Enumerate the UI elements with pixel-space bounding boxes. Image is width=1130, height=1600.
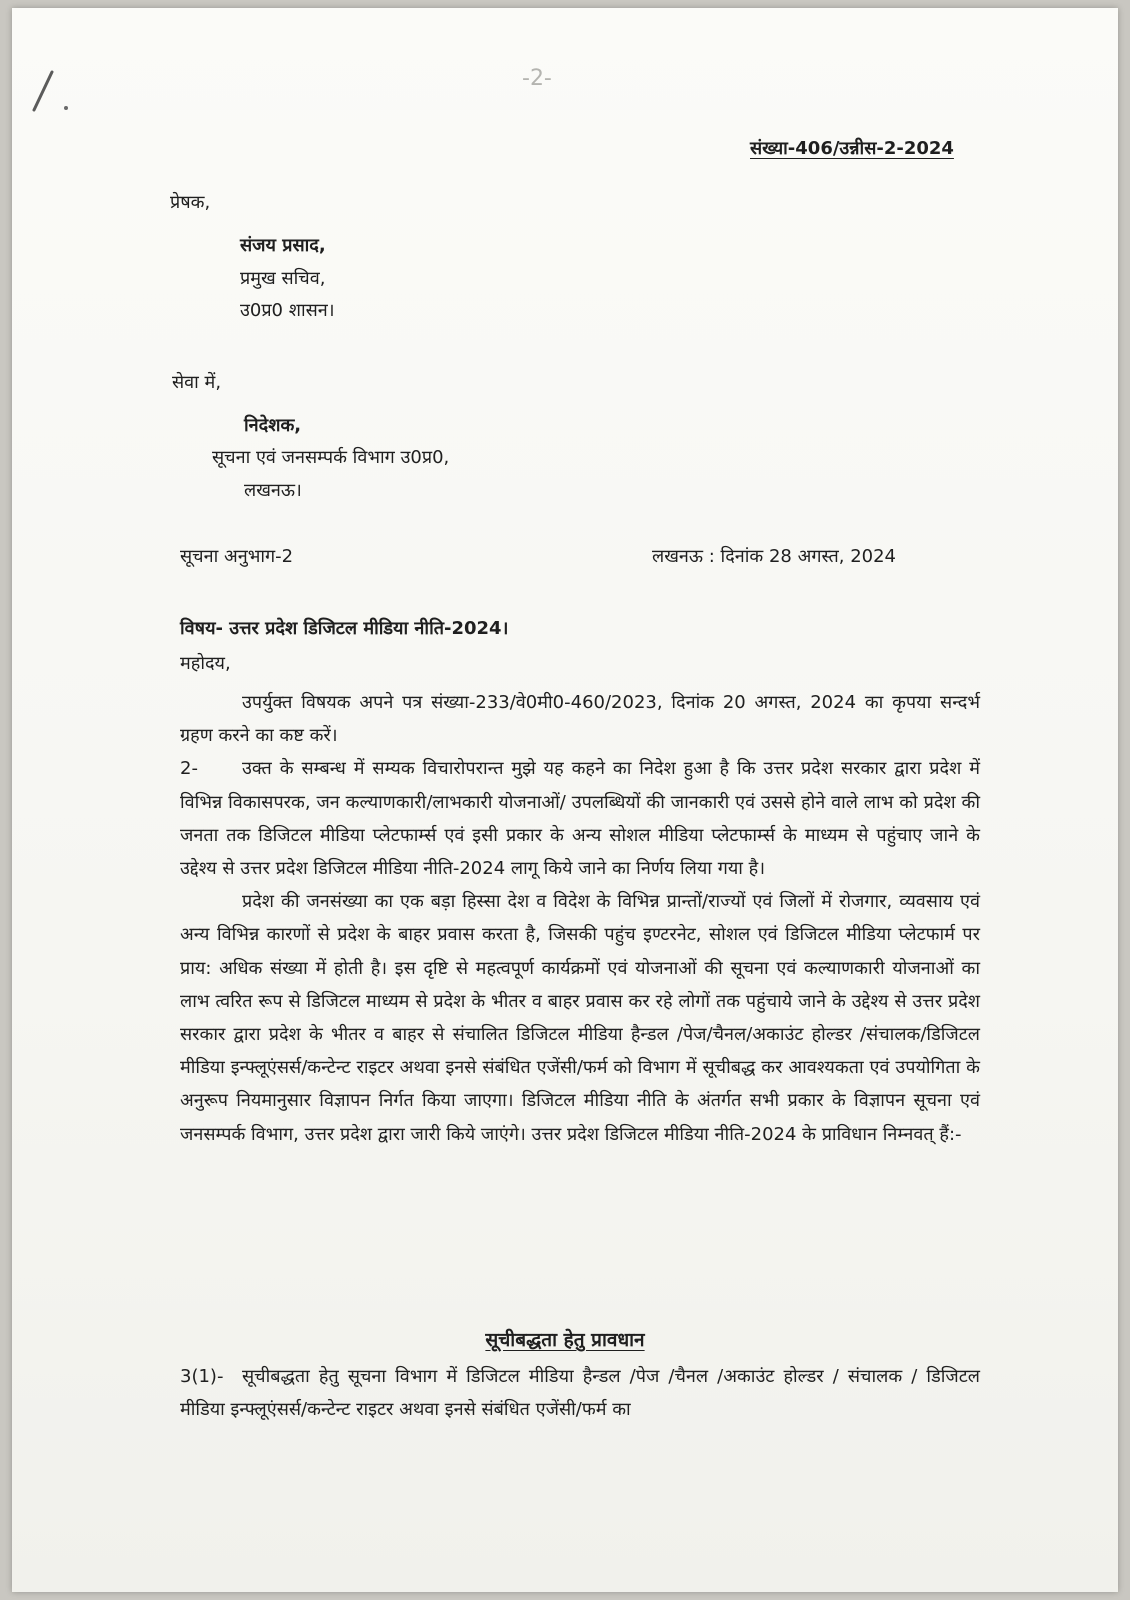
- sender-name: संजय प्रसाद,: [240, 235, 326, 256]
- salutation: महोदय,: [180, 653, 231, 674]
- recipient-label: सेवा में,: [172, 372, 222, 393]
- sender-office: उ0प्र0 शासन।: [240, 300, 335, 321]
- letter-body: [180, 686, 980, 1151]
- clause-number: 3(1)-: [180, 1366, 224, 1387]
- section-name: सूचना अनुभाग-2: [180, 546, 294, 567]
- place-date: लखनऊ : दिनांक 28 अगस्त, 2024: [652, 546, 896, 567]
- paragraph-number: 2-: [180, 758, 198, 780]
- clause-text: सूचीबद्धता हेतु सूचना विभाग में डिजिटल मीडिया हैन्डल /पेज /चैनल /अकाउंट होल्डर / संचालक / डिजिटल मीडिया इन्फ्लूएंसर्स/कन्टेन्ट राइटर अथवा इनसे संबंधित एजेंसी/फर्म का: [180, 1366, 980, 1420]
- pen-stroke-mark: [20, 70, 80, 120]
- letter-page: [12, 8, 1118, 1592]
- sender-designation: प्रमुख सचिव,: [240, 268, 326, 289]
- section-heading: सूचीबद्धता हेतु प्रावधान: [485, 1329, 645, 1351]
- recipient-city: लखनऊ।: [244, 480, 302, 501]
- clause-3-1: [180, 1360, 980, 1426]
- sender-label: प्रेषक,: [170, 192, 211, 213]
- recipient-title: निदेशक,: [244, 415, 302, 436]
- recipient-department: सूचना एवं जनसम्पर्क विभाग उ0प्र0,: [212, 447, 450, 468]
- reference-number: संख्या-406/उन्नीस-2-2024: [750, 138, 954, 159]
- paragraph-2-text: उक्त के सम्बन्ध में सम्यक विचारोपरान्त मुझे यह कहने का निदेश हुआ है कि उत्तर प्रदेश सरकार द्वारा प्रदेश में विभिन्न विकासपरक, जन कल्याणकारी/लाभकारी योजनाओं/ उपलब्धियों की जानकारी एवं उससे होने वाले लाभ को प्रदेश की जनता तक डिजिटल मीडिया प्लेटफार्म्स एवं इसी प्रकार के अन्य सोशल मीडिया प्लेटफार्म्स के माध्यम से पहुंचाए जाने के उद्देश्य से उत्तर प्रदेश डिजिटल मीडिया नीति-2024 लागू किये जाने का निर्णय लिया गया है।: [180, 758, 980, 880]
- page-number: -2-: [522, 66, 552, 91]
- paragraph-2: [180, 752, 980, 885]
- paragraph-reference: उपर्युक्त विषयक अपने पत्र संख्या-233/वे0मी0-460/2023, दिनांक 20 अगस्त, 2024 का कृपया सन्दर्भ ग्रहण करने का कष्ट करें।: [180, 692, 980, 747]
- paragraph-3: प्रदेश की जनसंख्या का एक बड़ा हिस्सा देश व विदेश के विभिन्न प्रान्तों/राज्यों एवं जिलों में रोजगार, व्यवसाय एवं अन्य विभिन्न कारणों से प्रदेश के बाहर प्रवास करता है, जिसकी पहुंच इण्टरनेट, सोशल एवं डिजिटल मीडिया प्लेटफार्म पर प्राय: अधिक संख्या में होती है। इस दृष्टि से महत्वपूर्ण कार्यक्रमों एवं योजनाओं की सूचना एवं कल्याणकारी योजनाओं का लाभ त्वरित रूप से डिजिटल माध्यम से प्रदेश के भीतर व बाहर प्रवास कर रहे लोगों तक पहुंचाये जाने के उद्देश्य से उत्तर प्रदेश सरकार द्वारा प्रदेश के भीतर व बाहर से संचालित डिजिटल मीडिया हैन्डल /पेज/चैनल/अकाउंट होल्डर /संचालक/डिजिटल मीडिया इन्फ्लूएंसर्स/कन्टेन्ट राइटर अथवा इनसे संबंधित एजेंसी/फर्म को विभाग में सूचीबद्ध कर आवश्यकता एवं उपयोगिता के अनुरूप नियमानुसार विज्ञापन निर्गत किया जाएगा। डिजिटल मीडिया नीति के अंतर्गत सभी प्रकार के विज्ञापन सूचना एवं जनसम्पर्क विभाग, उत्तर प्रदेश द्वारा जारी किये जाएंगे। उत्तर प्रदेश डिजिटल मीडिया नीति-2024 के प्राविधान निम्नवत् हैं:-: [180, 891, 980, 1145]
- subject-line: विषय- उत्तर प्रदेश डिजिटल मीडिया नीति-2024।: [180, 618, 509, 639]
